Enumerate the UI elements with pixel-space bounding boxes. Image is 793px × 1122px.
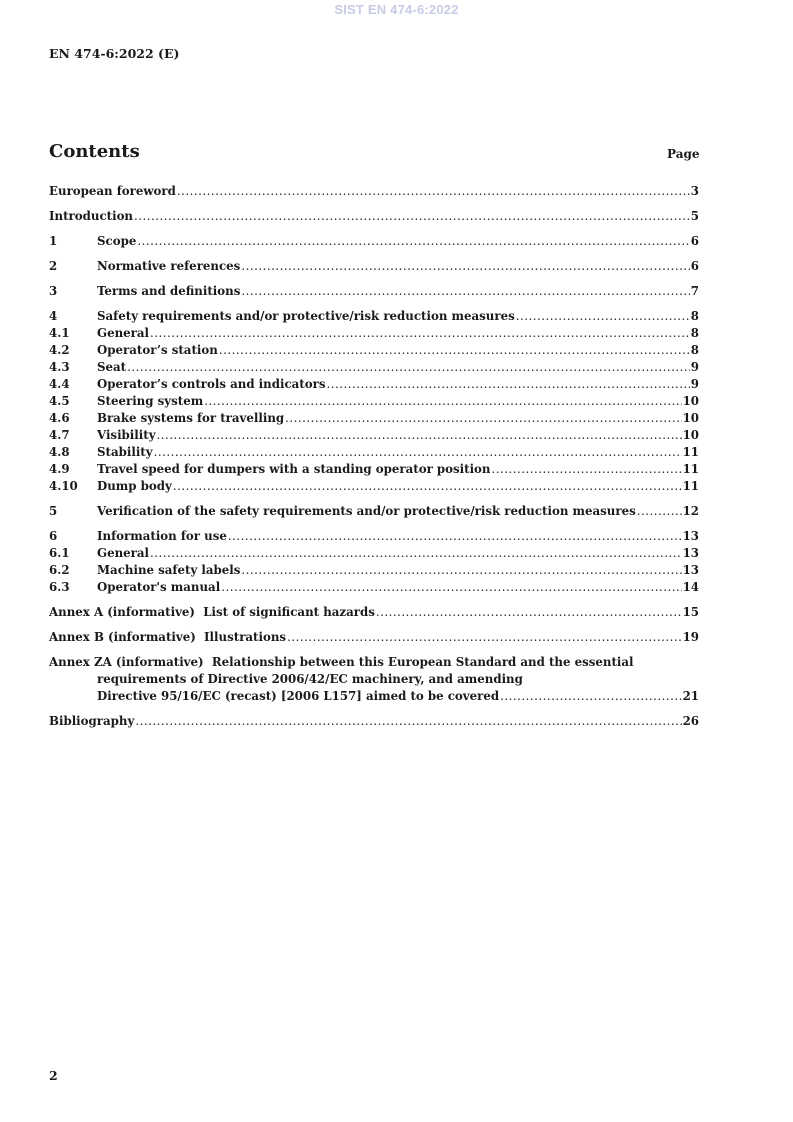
table-of-contents	[49, 183, 699, 730]
toc-number: 4.2	[49, 343, 70, 357]
toc-page: 10	[682, 428, 699, 442]
toc-leader-dots	[135, 713, 681, 730]
contents-heading: Contents	[49, 141, 140, 162]
toc-title: Annex B (informative) Illustrations	[49, 630, 287, 644]
toc-title-line-2: requirements of Directive 2006/42/EC machinery, and amending	[97, 672, 523, 686]
toc-entry-4-1-general[interactable]	[49, 325, 699, 342]
toc-title: Dump body	[97, 479, 172, 493]
toc-number: 3	[49, 284, 58, 298]
toc-entry-steering-system[interactable]	[49, 393, 699, 410]
toc-title: General	[97, 546, 150, 560]
toc-leader-dots	[516, 308, 690, 325]
toc-entry-operators-controls[interactable]	[49, 376, 699, 393]
toc-title: Travel speed for dumpers with a standing operator position	[97, 462, 491, 476]
toc-page: 15	[682, 605, 699, 619]
toc-number: 4.10	[49, 479, 78, 493]
toc-title: Terms and definitions	[97, 284, 241, 298]
toc-leader-dots	[221, 579, 681, 596]
toc-number: 4.1	[49, 326, 70, 340]
toc-title: General	[97, 326, 150, 340]
toc-leader-dots	[241, 562, 681, 579]
toc-title: Directive 95/16/EC (recast) [2006 L157] aimed to be covered	[97, 689, 500, 703]
toc-number: 4	[49, 309, 58, 323]
toc-page: 6	[690, 234, 699, 248]
toc-entry-annex-a[interactable]	[49, 604, 699, 621]
toc-page: 13	[682, 563, 699, 577]
toc-title: Operator’s controls and indicators	[97, 377, 326, 391]
toc-number: 5	[49, 504, 58, 518]
toc-number: 4.7	[49, 428, 70, 442]
toc-page: 10	[682, 411, 699, 425]
toc-page: 14	[682, 580, 699, 594]
toc-page: 5	[690, 209, 699, 223]
toc-entry-visibility[interactable]	[49, 427, 699, 444]
toc-entry-introduction[interactable]	[49, 208, 699, 225]
toc-page: 8	[690, 326, 699, 340]
toc-title: Annex A (informative) List of significant hazards	[49, 605, 375, 619]
toc-entry-annex-b[interactable]	[49, 629, 699, 646]
toc-leader-dots	[285, 410, 681, 427]
toc-page: 21	[682, 689, 699, 703]
toc-page: 11	[682, 462, 699, 476]
toc-leader-dots	[137, 233, 689, 250]
toc-leader-dots	[241, 258, 689, 275]
page-number: 2	[49, 1068, 58, 1083]
toc-entry-information-for-use[interactable]	[49, 528, 699, 545]
toc-page: 3	[690, 184, 699, 198]
toc-entry-european-foreword[interactable]	[49, 183, 699, 200]
toc-entry-verification[interactable]	[49, 503, 699, 520]
toc-title: Scope	[97, 234, 137, 248]
toc-page: 8	[690, 343, 699, 357]
toc-leader-dots	[173, 478, 682, 495]
toc-title: Stability	[97, 445, 153, 459]
toc-title: Normative references	[97, 259, 241, 273]
toc-title: Seat	[97, 360, 127, 374]
toc-entry-scope[interactable]	[49, 233, 699, 250]
toc-entry-machine-safety-labels[interactable]	[49, 562, 699, 579]
toc-number: 2	[49, 259, 58, 273]
toc-number: 4.3	[49, 360, 70, 374]
toc-page: 6	[690, 259, 699, 273]
toc-entry-brake-systems[interactable]	[49, 410, 699, 427]
toc-entry-6-1-general[interactable]	[49, 545, 699, 562]
toc-leader-dots	[241, 283, 689, 300]
toc-title: Machine safety labels	[97, 563, 241, 577]
toc-leader-dots	[157, 427, 682, 444]
toc-entry-bibliography[interactable]	[49, 713, 699, 730]
toc-number: 4.6	[49, 411, 70, 425]
toc-leader-dots	[637, 503, 682, 520]
toc-page: 19	[682, 630, 699, 644]
toc-title: Information for use	[97, 529, 227, 543]
toc-number: 4.4	[49, 377, 70, 391]
toc-title: Introduction	[49, 209, 134, 223]
toc-title-line-3	[49, 688, 699, 705]
toc-leader-dots	[150, 545, 682, 562]
toc-title: Operator’s station	[97, 343, 218, 357]
toc-entry-safety-requirements[interactable]	[49, 308, 699, 325]
toc-number: 6.2	[49, 563, 70, 577]
toc-page: 13	[682, 546, 699, 560]
toc-title-line-1: Annex ZA (informative) Relationship between this European Standard and the essential	[49, 655, 634, 669]
toc-leader-dots	[127, 359, 690, 376]
toc-number: 6.3	[49, 580, 70, 594]
toc-number: 4.5	[49, 394, 70, 408]
toc-page: 12	[682, 504, 699, 518]
toc-entry-dump-body[interactable]	[49, 478, 699, 495]
toc-leader-dots	[219, 342, 690, 359]
toc-number: 1	[49, 234, 58, 248]
toc-leader-dots	[150, 325, 690, 342]
toc-title: European foreword	[49, 184, 176, 198]
toc-leader-dots	[228, 528, 682, 545]
toc-page: 9	[690, 377, 699, 391]
toc-page: 13	[682, 529, 699, 543]
toc-leader-dots	[287, 629, 682, 646]
toc-leader-dots	[500, 688, 681, 705]
toc-title: Bibliography	[49, 714, 135, 728]
toc-leader-dots	[376, 604, 682, 621]
toc-entry-stability[interactable]	[49, 444, 699, 461]
toc-entry-terms-and-definitions[interactable]	[49, 283, 699, 300]
toc-entry-normative-references[interactable]	[49, 258, 699, 275]
page-column-heading: Page	[667, 147, 700, 161]
toc-number: 4.8	[49, 445, 70, 459]
toc-leader-dots	[134, 208, 690, 225]
toc-page: 7	[690, 284, 699, 298]
toc-title: Steering system	[97, 394, 204, 408]
toc-leader-dots	[326, 376, 689, 393]
toc-entry-seat[interactable]	[49, 359, 699, 376]
toc-title: Safety requirements and/or protective/risk reduction measures	[97, 309, 515, 323]
document-id: EN 474-6:2022 (E)	[49, 46, 180, 61]
toc-page: 8	[690, 309, 699, 323]
toc-page: 11	[682, 479, 699, 493]
watermark: SIST EN 474-6:2022	[334, 2, 459, 17]
toc-page: 11	[682, 445, 699, 459]
toc-leader-dots	[204, 393, 681, 410]
toc-title: Verification of the safety requirements and/or protective/risk reduction measures	[97, 504, 636, 518]
toc-page: 9	[690, 360, 699, 374]
toc-entry-operators-manual[interactable]	[49, 579, 699, 596]
toc-title: Brake systems for travelling	[97, 411, 285, 425]
toc-title: Operator's manual	[97, 580, 221, 594]
toc-page: 10	[682, 394, 699, 408]
toc-entry-travel-speed[interactable]	[49, 461, 699, 478]
toc-entry-annex-za[interactable]	[49, 654, 699, 705]
toc-number: 6.1	[49, 546, 70, 560]
toc-page: 26	[682, 714, 699, 728]
toc-number: 4.9	[49, 462, 70, 476]
toc-leader-dots	[154, 444, 682, 461]
toc-leader-dots	[177, 183, 690, 200]
toc-leader-dots	[492, 461, 682, 478]
toc-number: 6	[49, 529, 58, 543]
toc-title: Visibility	[97, 428, 156, 442]
toc-entry-operators-station[interactable]	[49, 342, 699, 359]
